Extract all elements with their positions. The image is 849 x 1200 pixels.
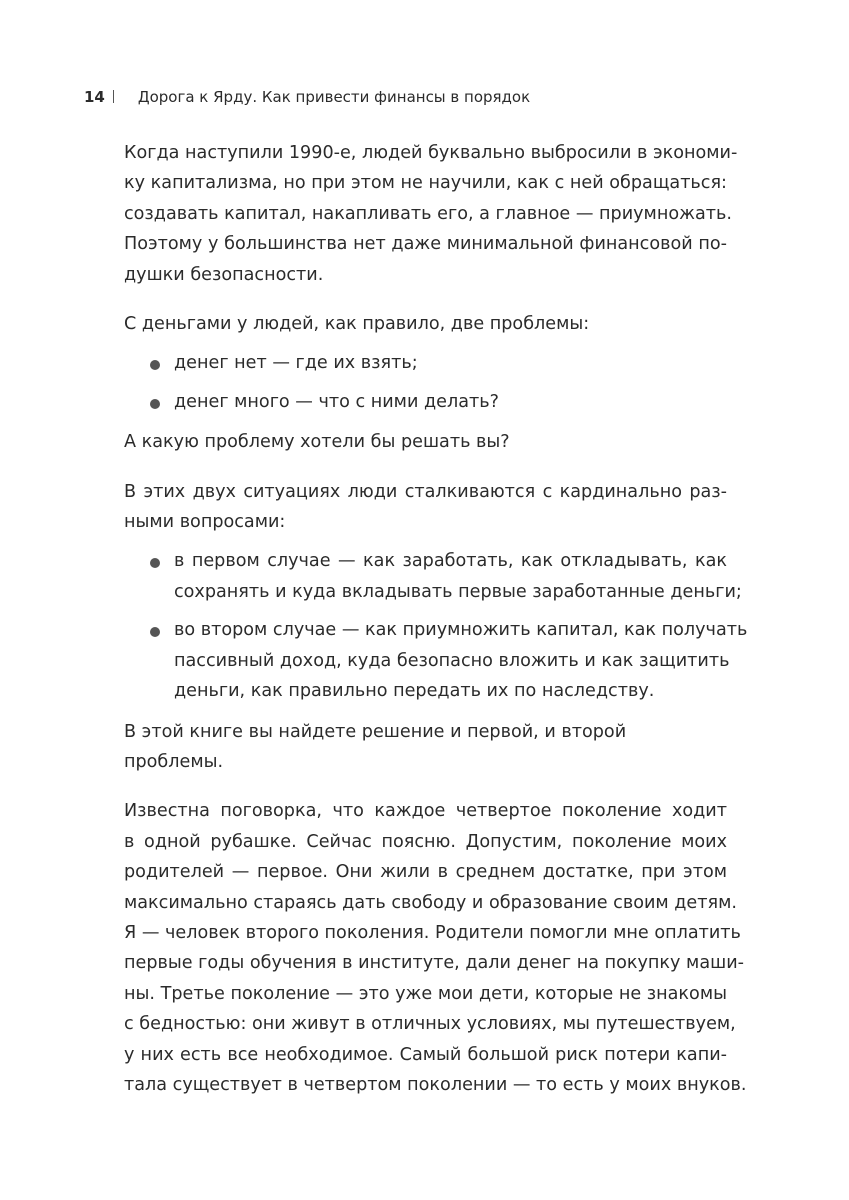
text-line: ку капитализма, но при этом не научили, как с ней обращаться: [124, 173, 727, 194]
bullet-icon [150, 558, 160, 568]
list-item-text: денег много — что с ними делать? [174, 391, 499, 412]
list-item-text: денег нет — где их взять; [174, 353, 418, 374]
paragraph [124, 796, 747, 1100]
text-line: в одной рубашке. Сейчас поясню. Допустим, поколение моих [124, 831, 727, 852]
text-line: Поэтому у большинства нет даже минимальной финансовой по- [124, 234, 727, 255]
text-line: у них есть все необходимое. Самый большой риск потери капи- [124, 1044, 727, 1065]
paragraph: А какую проблему хотели бы решать вы? [124, 432, 510, 453]
text-line: Я — человек второго поколения. Родители помогли мне оплатить [124, 922, 741, 943]
text-line: максимально стараясь дать свободу и образование своим детям. [124, 892, 737, 913]
running-title: Дорога к Ярду. Как привести финансы в порядок [137, 88, 531, 106]
page-body [124, 138, 748, 1119]
text-line: В этих двух ситуациях люди сталкиваются с кардинально раз- [124, 481, 727, 502]
text-line: родителей — первое. Они жили в среднем достатке, при этом [124, 862, 727, 883]
text-line: тала существует в четвертом поколении — то есть у моих внуков. [124, 1074, 747, 1095]
text-line: во втором случае — как приумножить капитал, как получать [174, 620, 748, 641]
list-item [124, 546, 742, 607]
text-line: сохранять и куда вкладывать первые заработанные деньги; [174, 581, 742, 602]
paragraph [124, 477, 727, 538]
text-line: деньги, как правильно передать их по наследству. [174, 681, 655, 702]
list-item [124, 615, 748, 706]
list-item [124, 387, 727, 417]
text-line: в первом случае — как заработать, как откладывать, как [174, 551, 727, 572]
header-separator [113, 90, 114, 103]
text-line: первые годы обучения в институте, дали денег на покупку маши- [124, 953, 744, 974]
text-line: Известна поговорка, что каждое четвертое поколение ходит [124, 801, 727, 822]
paragraph [124, 138, 738, 290]
list-item [124, 348, 727, 378]
bullet-icon [150, 627, 160, 637]
bullet-list [124, 546, 748, 706]
paragraph: В этой книге вы найдете решение и первой, и второй проблемы. [124, 721, 627, 772]
text-line: с бедностью: они живут в отличных условиях, мы путешествуем, [124, 1014, 736, 1035]
page-number: 14 [84, 88, 105, 106]
text-line: создавать капитал, накапливать его, а главное — приумножать. [124, 203, 732, 224]
text-line: душки безопасности. [124, 264, 324, 285]
paragraph: С деньгами у людей, как правило, две проблемы: [124, 314, 590, 335]
bullet-list [124, 348, 727, 417]
text-line: ны. Третье поколение — это уже мои дети, которые не знакомы [124, 983, 727, 1004]
text-line: ными вопросами: [124, 512, 286, 533]
text-line: пассивный доход, куда безопасно вложить и как защитить [174, 650, 730, 671]
bullet-icon [150, 360, 160, 370]
running-header [84, 86, 530, 108]
text-line: Когда наступили 1990-е, людей буквально выбросили в экономи- [124, 143, 738, 163]
bullet-icon [150, 399, 160, 409]
